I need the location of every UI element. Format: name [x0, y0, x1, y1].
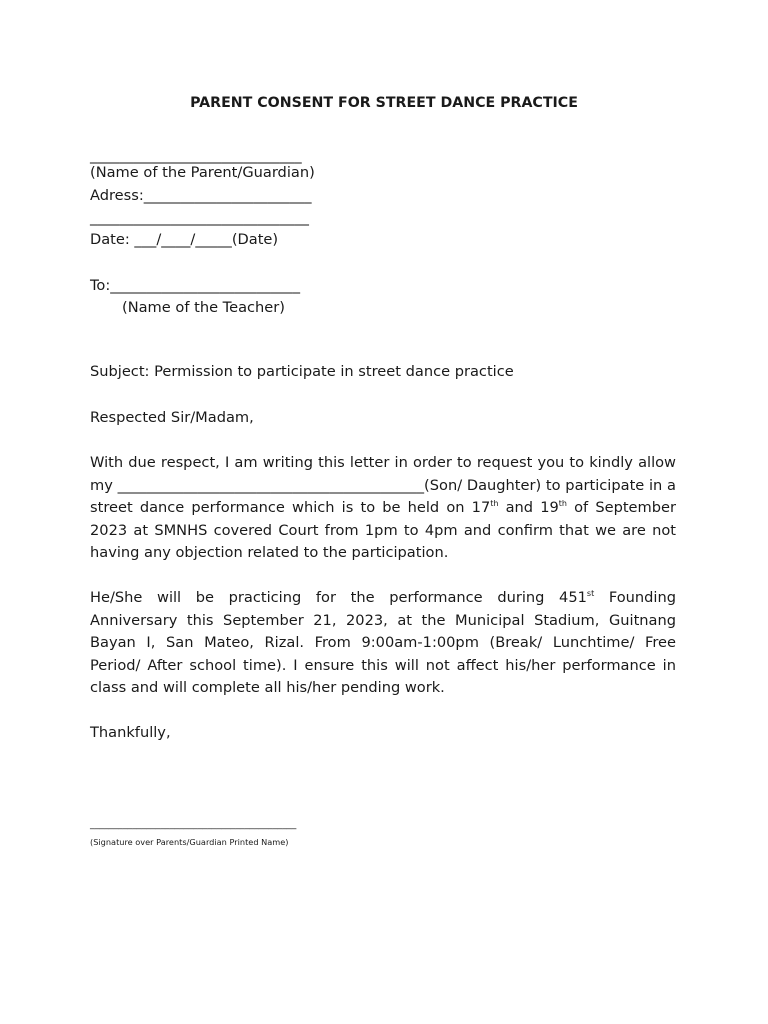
para2-text-2: Founding Anniversary this September 21, 2023, at the Municipal Stadium, Guitnang Bayan I, San Mateo, Rizal. From 9:00am-1:00pm (Break/ Lunchtime/ Free Period/ After school time). I ensure this will not affect his/her performance in class and will complete all his/her pending work.: [90, 589, 676, 696]
para1-text-1: With due respect, I am writing this letter in order to request you to kindly allow my __________________________________________(Son/ Daughter) to participate in a street dance performance which is to be held on 17: [90, 454, 676, 516]
document-title: PARENT CONSENT FOR STREET DANCE PRACTICE: [190, 95, 578, 111]
para1-sup-1: th: [490, 499, 499, 508]
salutation: Respected Sir/Madam,: [90, 409, 254, 426]
para1-text-3: of September 2023 at SMNHS covered Court from 1pm to 4pm and confirm that we are not having any objection related to the participation.: [90, 499, 676, 561]
parent-name-blank: _____________________________: [90, 147, 302, 164]
para2-text-1: He/She will be practicing for the performance during 451: [90, 589, 587, 606]
para1-text-2: and 19: [498, 499, 559, 516]
address-line: Adress:_______________________: [90, 187, 312, 204]
body-paragraph-1: [90, 452, 676, 565]
teacher-caption: (Name of the Teacher): [122, 299, 285, 316]
para2-sup-1: st: [586, 589, 595, 598]
address-blank-line: ______________________________: [90, 209, 309, 226]
date-line: Date: ___/____/_____(Date): [90, 231, 279, 248]
body-paragraph-2: [90, 587, 676, 700]
to-line: To:__________________________: [90, 277, 300, 294]
subject-line: Subject: Permission to participate in street dance practice: [90, 363, 514, 380]
signature-line: ____________________________________________: [90, 819, 297, 830]
closing: Thankfully,: [90, 724, 171, 741]
para1-sup-2: th: [558, 499, 567, 508]
signature-caption: (Signature over Parents/Guardian Printed Name): [90, 837, 289, 847]
parent-name-caption: (Name of the Parent/Guardian): [90, 164, 315, 181]
